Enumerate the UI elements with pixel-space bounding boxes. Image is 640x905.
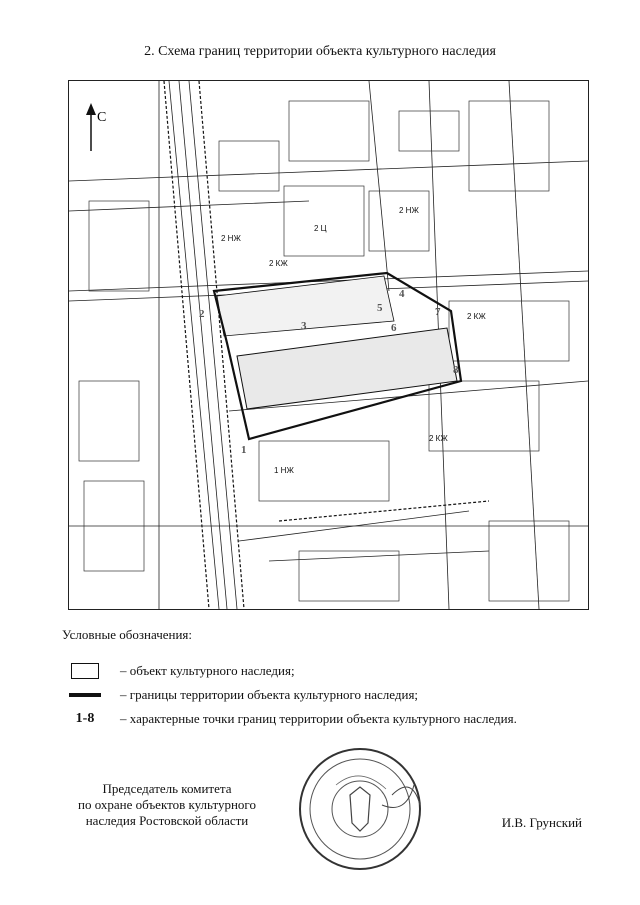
legend-item-text: – характерные точки границ территории объекта культурного наследия.: [120, 711, 517, 726]
legend-item-boundary: [62, 687, 418, 703]
point-label: 2: [199, 308, 205, 320]
boundary-map: [68, 80, 589, 610]
point-label: 8: [453, 364, 459, 376]
document-title: 2. Схема границ территории объекта культурного наследия: [144, 44, 496, 59]
legend-symbol-text: 1-8: [75, 711, 95, 726]
building-label: 2 Ц: [314, 224, 327, 233]
building-label: 2 КЖ: [467, 312, 486, 321]
legend-title: Условные обозначения:: [62, 627, 193, 642]
legend-item-text: – объект культурного наследия;: [120, 663, 295, 678]
building-label: 2 НЖ: [221, 234, 241, 243]
building-label: 2 КЖ: [269, 259, 288, 268]
signatory-organization: [62, 781, 272, 829]
building-label: 2 НЖ: [399, 206, 419, 215]
legend-symbol-line: [62, 693, 108, 697]
signatory-line: по охране объектов культурного: [78, 797, 256, 812]
legend-item-text: – границы территории объекта культурного наследия;: [120, 687, 419, 702]
north-label: С: [97, 110, 107, 125]
heritage-object: [237, 328, 457, 409]
signatory-name: И.В. Грунский: [501, 815, 582, 830]
point-label: 5: [377, 302, 383, 314]
point-label: 7: [435, 306, 441, 318]
legend-item-points: [62, 711, 517, 727]
building-label: 1 НЖ: [274, 466, 294, 475]
signatory-line: наследия Ростовской области: [85, 813, 249, 828]
signatory-line: Председатель комитета: [102, 781, 232, 796]
official-seal-icon: [296, 745, 424, 873]
point-label: 4: [399, 288, 405, 300]
legend-symbol-box: [62, 663, 108, 679]
building-label: 2 КЖ: [429, 434, 448, 443]
legend-item-object: [62, 663, 295, 679]
north-arrow-icon: [86, 103, 96, 151]
point-label: 1: [241, 444, 247, 456]
point-label: 6: [391, 322, 397, 334]
point-label: 3: [301, 320, 307, 332]
map-drawing: [69, 81, 588, 609]
